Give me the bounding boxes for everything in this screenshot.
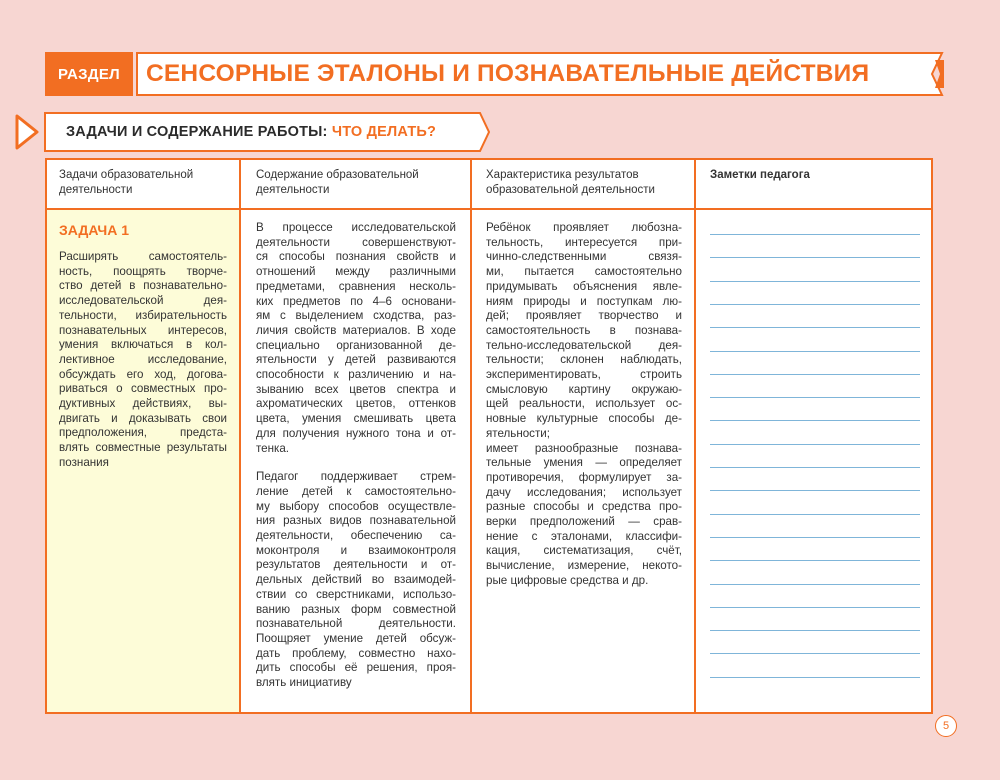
page-number: 5	[935, 715, 957, 737]
text-line: исследовательской дея-	[59, 294, 227, 308]
text-line: разные способы и средства про-	[486, 500, 682, 514]
content-paragraph-1	[256, 221, 456, 456]
text-line: познавательной деятельности.	[256, 617, 456, 631]
text-line: личия свойств материалов. В ходе	[256, 323, 456, 337]
text-line: риваться о совместных про-	[59, 382, 227, 396]
subheader-label: ЗАДАЧИ И СОДЕРЖАНИЕ РАБОТЫ:	[66, 124, 328, 140]
note-line	[710, 584, 920, 585]
subheader-accent: ЧТО ДЕЛАТЬ?	[331, 124, 437, 140]
results-description	[486, 221, 682, 589]
header-line: деятельности	[256, 184, 330, 196]
text-line: цвета, умения смешивать цвета	[256, 412, 456, 426]
text-line: противоречия, формулирует за-	[486, 470, 682, 484]
text-line: кация, систематизация, счёт,	[486, 544, 682, 558]
content-paragraph-2	[256, 470, 456, 691]
text-line: нение с эталонами, классифи-	[486, 529, 682, 543]
text-line: Ребёнок проявляет любозна-	[486, 221, 682, 234]
text-line: результатов деятельности и от-	[256, 558, 456, 572]
content-description	[256, 221, 456, 691]
play-marker-icon	[14, 112, 40, 152]
column-divider	[694, 158, 696, 714]
section-tag: РАЗДЕЛ	[45, 52, 133, 96]
text-line: дей; проявляет творчество и	[486, 309, 682, 323]
section-title: СЕНСОРНЫЕ ЭТАЛОНЫ И ПОЗНАВАТЕЛЬНЫЕ ДЕЙСТВИЯ	[146, 60, 870, 87]
header-line: деятельности	[59, 184, 133, 196]
text-line: для получения нужного тона и от-	[256, 426, 456, 440]
note-line	[710, 374, 920, 375]
text-line: двигать и доказывать свои	[59, 411, 227, 425]
text-line: ванию разных форм совместной	[256, 602, 456, 616]
text-line: В процессе исследовательской	[256, 221, 456, 234]
note-line	[710, 630, 920, 631]
note-line	[710, 514, 920, 515]
text-line: ких предметов по 4–6 основани-	[256, 294, 456, 308]
text-line: ниям природы и поступкам лю-	[486, 294, 682, 308]
text-line: ятельности;	[486, 426, 550, 440]
text-line: новные культурные способы де-	[486, 412, 682, 426]
text-line: тельность, интересуется при-	[486, 235, 682, 249]
note-line	[710, 281, 920, 282]
text-line: ятельности у детей развиваются	[256, 353, 456, 367]
text-line: ахроматических цветов, оттенков	[256, 397, 456, 411]
text-line: познавательных интересов,	[59, 323, 227, 337]
header-line: Характеристика результатов	[486, 169, 639, 181]
header-notes	[710, 168, 810, 183]
note-line	[710, 234, 920, 235]
note-line	[710, 607, 920, 608]
column-divider	[239, 158, 241, 714]
text-line: ям с выделением сходства, раз-	[256, 309, 456, 323]
text-line: предположения, предста-	[59, 426, 227, 440]
note-line	[710, 537, 920, 538]
text-line: ния разных видов познавательной	[256, 514, 456, 528]
text-line: тельно-исследовательской дея-	[486, 338, 682, 352]
text-line: самостоятельность в познава-	[486, 323, 682, 337]
header-results	[486, 168, 655, 198]
text-line: влять инициативу	[256, 676, 352, 690]
text-line: рые цифровые средства и др.	[486, 573, 649, 587]
text-line: придумывать объяснения явле-	[486, 279, 682, 293]
text-line: ми, пытается самостоятельно	[486, 265, 682, 279]
note-line	[710, 490, 920, 491]
note-line	[710, 560, 920, 561]
header-line: Содержание образовательной	[256, 169, 419, 181]
header-content	[256, 168, 419, 198]
text-line: ство детей в познавательно-	[59, 279, 227, 293]
text-line: дельных действий во взаимодей-	[256, 573, 456, 587]
note-line	[710, 444, 920, 445]
note-line	[710, 677, 920, 678]
text-line: смысловую картину окружаю-	[486, 382, 682, 396]
note-line	[710, 420, 920, 421]
note-line	[710, 397, 920, 398]
text-line: умения включаться в кол-	[59, 338, 227, 352]
note-line	[710, 653, 920, 654]
text-line: вычисление, измерение, некото-	[486, 559, 682, 573]
text-line: способности к различению и на-	[256, 368, 456, 382]
note-line	[710, 304, 920, 305]
text-line: экспериментировать, строить	[486, 368, 682, 382]
text-line: имеет разнообразные познава-	[486, 441, 682, 455]
task-description	[59, 250, 227, 471]
text-line: отношений между различными	[256, 265, 456, 279]
text-line: Расширять самостоятель-	[59, 250, 227, 263]
text-line: дуктивных действиях, вы-	[59, 397, 227, 411]
text-line: щей реальности, использует ос-	[486, 397, 682, 411]
header-line: образовательной деятельности	[486, 184, 655, 196]
header-line: Задачи образовательной	[59, 169, 194, 181]
header-divider	[45, 208, 933, 210]
note-line	[710, 327, 920, 328]
text-line: Поощряет умение детей обсуж-	[256, 631, 456, 645]
text-line: влять совместные результаты	[59, 441, 227, 455]
text-line: Педагог поддерживает стрем-	[256, 470, 456, 484]
text-line: ствии со сверстниками, использо-	[256, 587, 456, 601]
text-line: ление детей к самостоятельно-	[256, 484, 456, 498]
column-divider	[470, 158, 472, 714]
text-line: специально организованной де-	[256, 338, 456, 352]
note-line	[710, 467, 920, 468]
text-line: дать проблему, совместно нахо-	[256, 646, 456, 660]
task-title: ЗАДАЧА 1	[59, 222, 130, 238]
text-line: ся способы познания свойств и	[256, 250, 456, 264]
text-line: тенка.	[256, 441, 290, 455]
text-line: лективное исследование,	[59, 352, 227, 366]
text-line: познания	[59, 455, 109, 469]
text-line: ность, поощрять творче-	[59, 264, 227, 278]
note-line	[710, 257, 920, 258]
text-line: тельности; склонен наблюдать,	[486, 353, 682, 367]
text-line: зыванию всех цветов спектра и	[256, 382, 456, 396]
text-line: му выбору способов осуществле-	[256, 499, 456, 513]
header-tasks	[59, 168, 193, 198]
text-line: чинно-следственными связя-	[486, 250, 682, 264]
subheader-title	[66, 112, 436, 152]
section-title-notch	[918, 52, 944, 96]
text-line: деятельности совершенствуют-	[256, 235, 456, 249]
note-line	[710, 351, 920, 352]
text-line: моконтроля и взаимоконтроля	[256, 543, 456, 557]
text-line: предметами, сравнения несколь-	[256, 279, 456, 293]
text-line: тельные умения — определяет	[486, 456, 682, 470]
text-line: дить способы её решения, проя-	[256, 661, 456, 675]
text-line: дачу исследования; использует	[486, 485, 682, 499]
text-line: деятельности, обеспечению са-	[256, 529, 456, 543]
header-line: Заметки педагога	[710, 169, 810, 181]
text-line: обсуждать его ход, догова-	[59, 367, 227, 381]
text-line: тельности, избирательность	[59, 308, 227, 322]
text-line: верки предположений — срав-	[486, 515, 682, 529]
